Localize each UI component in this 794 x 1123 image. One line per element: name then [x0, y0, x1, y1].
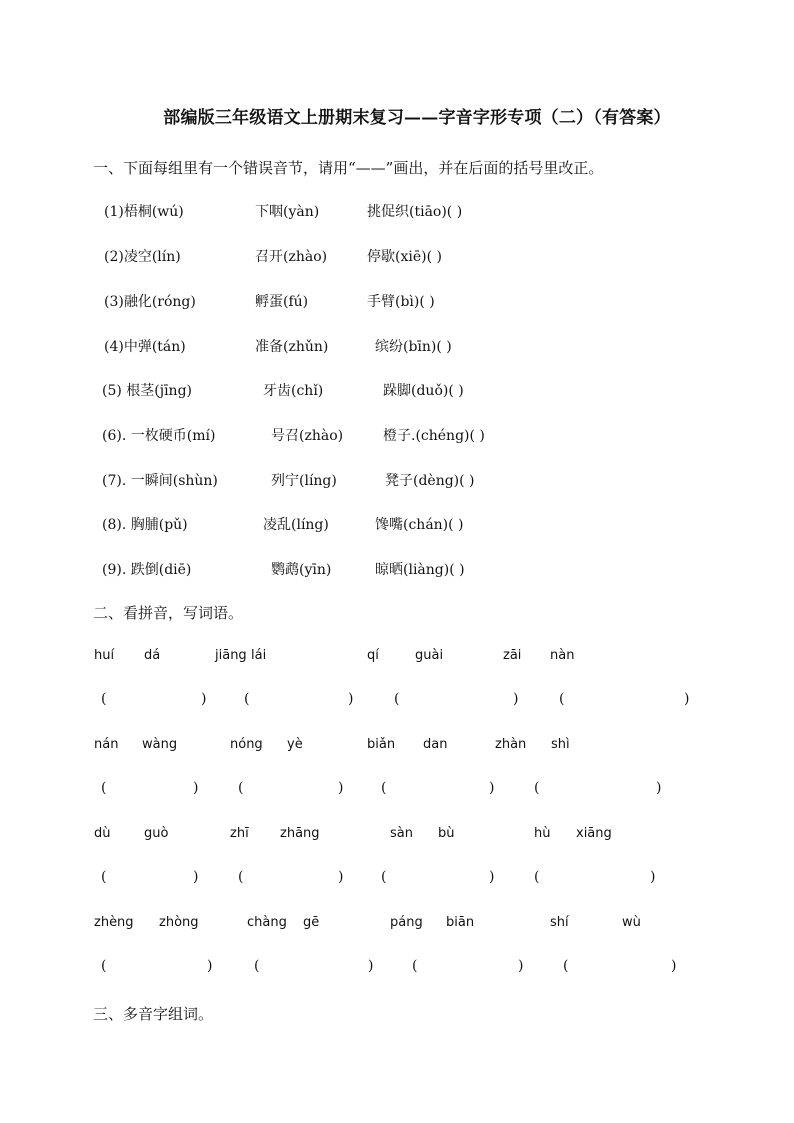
- pinyin-syllable: dan: [423, 737, 448, 752]
- title-text: 部编版三年级语文上册期末复习——字音字形专项（二）（有答案）: [163, 108, 671, 128]
- answer-bracket-close: ): [656, 780, 662, 796]
- answer-bracket-open[interactable]: (: [244, 691, 250, 707]
- answer-bracket-close: ): [368, 958, 374, 974]
- answer-bracket-close: ): [207, 958, 213, 974]
- question-item: 鹦鹉(yīn): [271, 562, 332, 578]
- pinyin-syllable: biān: [446, 915, 475, 930]
- question-item: (6). 一枚硬币(mí): [102, 428, 216, 444]
- pinyin-syllable: qí: [367, 648, 379, 663]
- question-item: (3)融化(róng): [104, 294, 196, 310]
- answer-bracket-close: ): [193, 780, 199, 796]
- answer-bracket-open[interactable]: (: [559, 691, 565, 707]
- question-item: 凳子(dèng)( ): [385, 473, 475, 489]
- answer-bracket-open[interactable]: (: [238, 780, 244, 796]
- section-1-heading: 一、下面每组里有一个错误音节，请用“——”画出，并在后面的括号里改正。: [93, 159, 604, 177]
- pinyin-syllable: yè: [287, 737, 303, 752]
- question-item: (7). 一瞬间(shùn): [102, 473, 218, 489]
- pinyin-syllable: bù: [438, 826, 455, 841]
- answer-bracket-open[interactable]: (: [563, 958, 569, 974]
- pinyin-syllable: zāi: [503, 648, 522, 663]
- question-item: 召开(zhào): [255, 249, 328, 265]
- pinyin-syllable: zhāng: [280, 826, 320, 841]
- question-item: 号召(zhào): [271, 428, 344, 444]
- pinyin-syllable: wù: [622, 915, 641, 930]
- question-item: (2)凌空(lín): [104, 249, 181, 265]
- answer-bracket-close: ): [338, 869, 344, 885]
- question-item: 跺脚(duǒ)( ): [383, 383, 464, 399]
- pinyin-syllable: huí: [94, 648, 115, 663]
- answer-bracket-close: ): [193, 869, 199, 885]
- answer-bracket-open[interactable]: (: [394, 691, 400, 707]
- page-title: [0, 103, 794, 128]
- pinyin-syllable: biǎn: [367, 737, 396, 752]
- answer-bracket-close: ): [338, 780, 344, 796]
- answer-bracket-close: ): [348, 691, 354, 707]
- pinyin-syllable: sàn: [390, 826, 413, 841]
- pinyin-syllable: gē: [303, 915, 320, 930]
- answer-bracket-open[interactable]: (: [534, 780, 540, 796]
- answer-bracket-close: ): [650, 869, 656, 885]
- question-item: 馋嘴(chán)( ): [375, 517, 464, 533]
- answer-bracket-close: ): [489, 780, 495, 796]
- pinyin-syllable: jiāng: [215, 648, 247, 663]
- answer-bracket-open[interactable]: (: [254, 958, 260, 974]
- answer-bracket-close: ): [671, 958, 677, 974]
- pinyin-syllable: nàn: [550, 648, 575, 663]
- question-item: 凌乱(líng): [263, 517, 329, 533]
- pinyin-syllable: zhèng: [94, 915, 134, 930]
- pinyin-syllable: dá: [144, 648, 161, 663]
- pinyin-syllable: chàng: [247, 915, 287, 930]
- question-item: 牙齿(chǐ): [263, 383, 324, 399]
- answer-bracket-open[interactable]: (: [101, 869, 107, 885]
- question-item: (1)梧桐(wú): [104, 204, 184, 220]
- answer-bracket-close: ): [201, 691, 207, 707]
- question-item: (4)中弹(tán): [104, 339, 186, 355]
- pinyin-syllable: hù: [534, 826, 551, 841]
- question-item: 停歇(xiē)( ): [367, 249, 442, 265]
- pinyin-syllable: nóng: [230, 737, 263, 752]
- answer-bracket-open[interactable]: (: [381, 780, 387, 796]
- question-item: 缤纷(bīn)( ): [375, 339, 452, 355]
- answer-bracket-open[interactable]: (: [101, 958, 107, 974]
- question-item: (5) 根茎(jīng): [102, 383, 193, 399]
- question-item: 橙子.(chéng)( ): [383, 428, 485, 444]
- pinyin-syllable: xiāng: [576, 826, 612, 841]
- answer-bracket-open[interactable]: (: [381, 869, 387, 885]
- pinyin-syllable: guài: [415, 648, 444, 663]
- pinyin-syllable: guò: [144, 826, 169, 841]
- question-item: 挑促织(tiāo)( ): [367, 204, 463, 220]
- answer-bracket-close: ): [513, 691, 519, 707]
- pinyin-syllable: páng: [390, 915, 423, 930]
- answer-bracket-open[interactable]: (: [238, 869, 244, 885]
- question-item: 孵蛋(fú): [255, 294, 309, 310]
- answer-bracket-open[interactable]: (: [101, 691, 107, 707]
- pinyin-syllable: nán: [94, 737, 119, 752]
- question-item: (9). 跌倒(diē): [102, 562, 192, 578]
- pinyin-syllable: dù: [94, 826, 111, 841]
- section-3-heading: 三、多音字组词。: [93, 1005, 214, 1023]
- pinyin-syllable: zhòng: [159, 915, 199, 930]
- pinyin-syllable: zhī: [230, 826, 249, 841]
- answer-bracket-open[interactable]: (: [412, 958, 418, 974]
- pinyin-syllable: zhàn: [495, 737, 527, 752]
- answer-bracket-close: ): [518, 958, 524, 974]
- answer-bracket-close: ): [684, 691, 690, 707]
- answer-bracket-open[interactable]: (: [101, 780, 107, 796]
- pinyin-syllable: lái: [251, 648, 267, 663]
- question-item: 手臂(bì)( ): [367, 294, 435, 310]
- pinyin-syllable: shì: [551, 737, 570, 752]
- section-2-heading: 二、看拼音，写词语。: [93, 604, 244, 622]
- pinyin-syllable: wàng: [142, 737, 178, 752]
- pinyin-syllable: shí: [550, 915, 569, 930]
- answer-bracket-open[interactable]: (: [534, 869, 540, 885]
- question-item: 下咽(yàn): [255, 204, 320, 220]
- question-item: 晾晒(liàng)( ): [375, 562, 465, 578]
- question-item: (8). 胸脯(pǔ): [102, 517, 188, 533]
- answer-bracket-close: ): [489, 869, 495, 885]
- question-item: 列宁(líng): [271, 473, 337, 489]
- question-item: 准备(zhǔn): [255, 339, 329, 355]
